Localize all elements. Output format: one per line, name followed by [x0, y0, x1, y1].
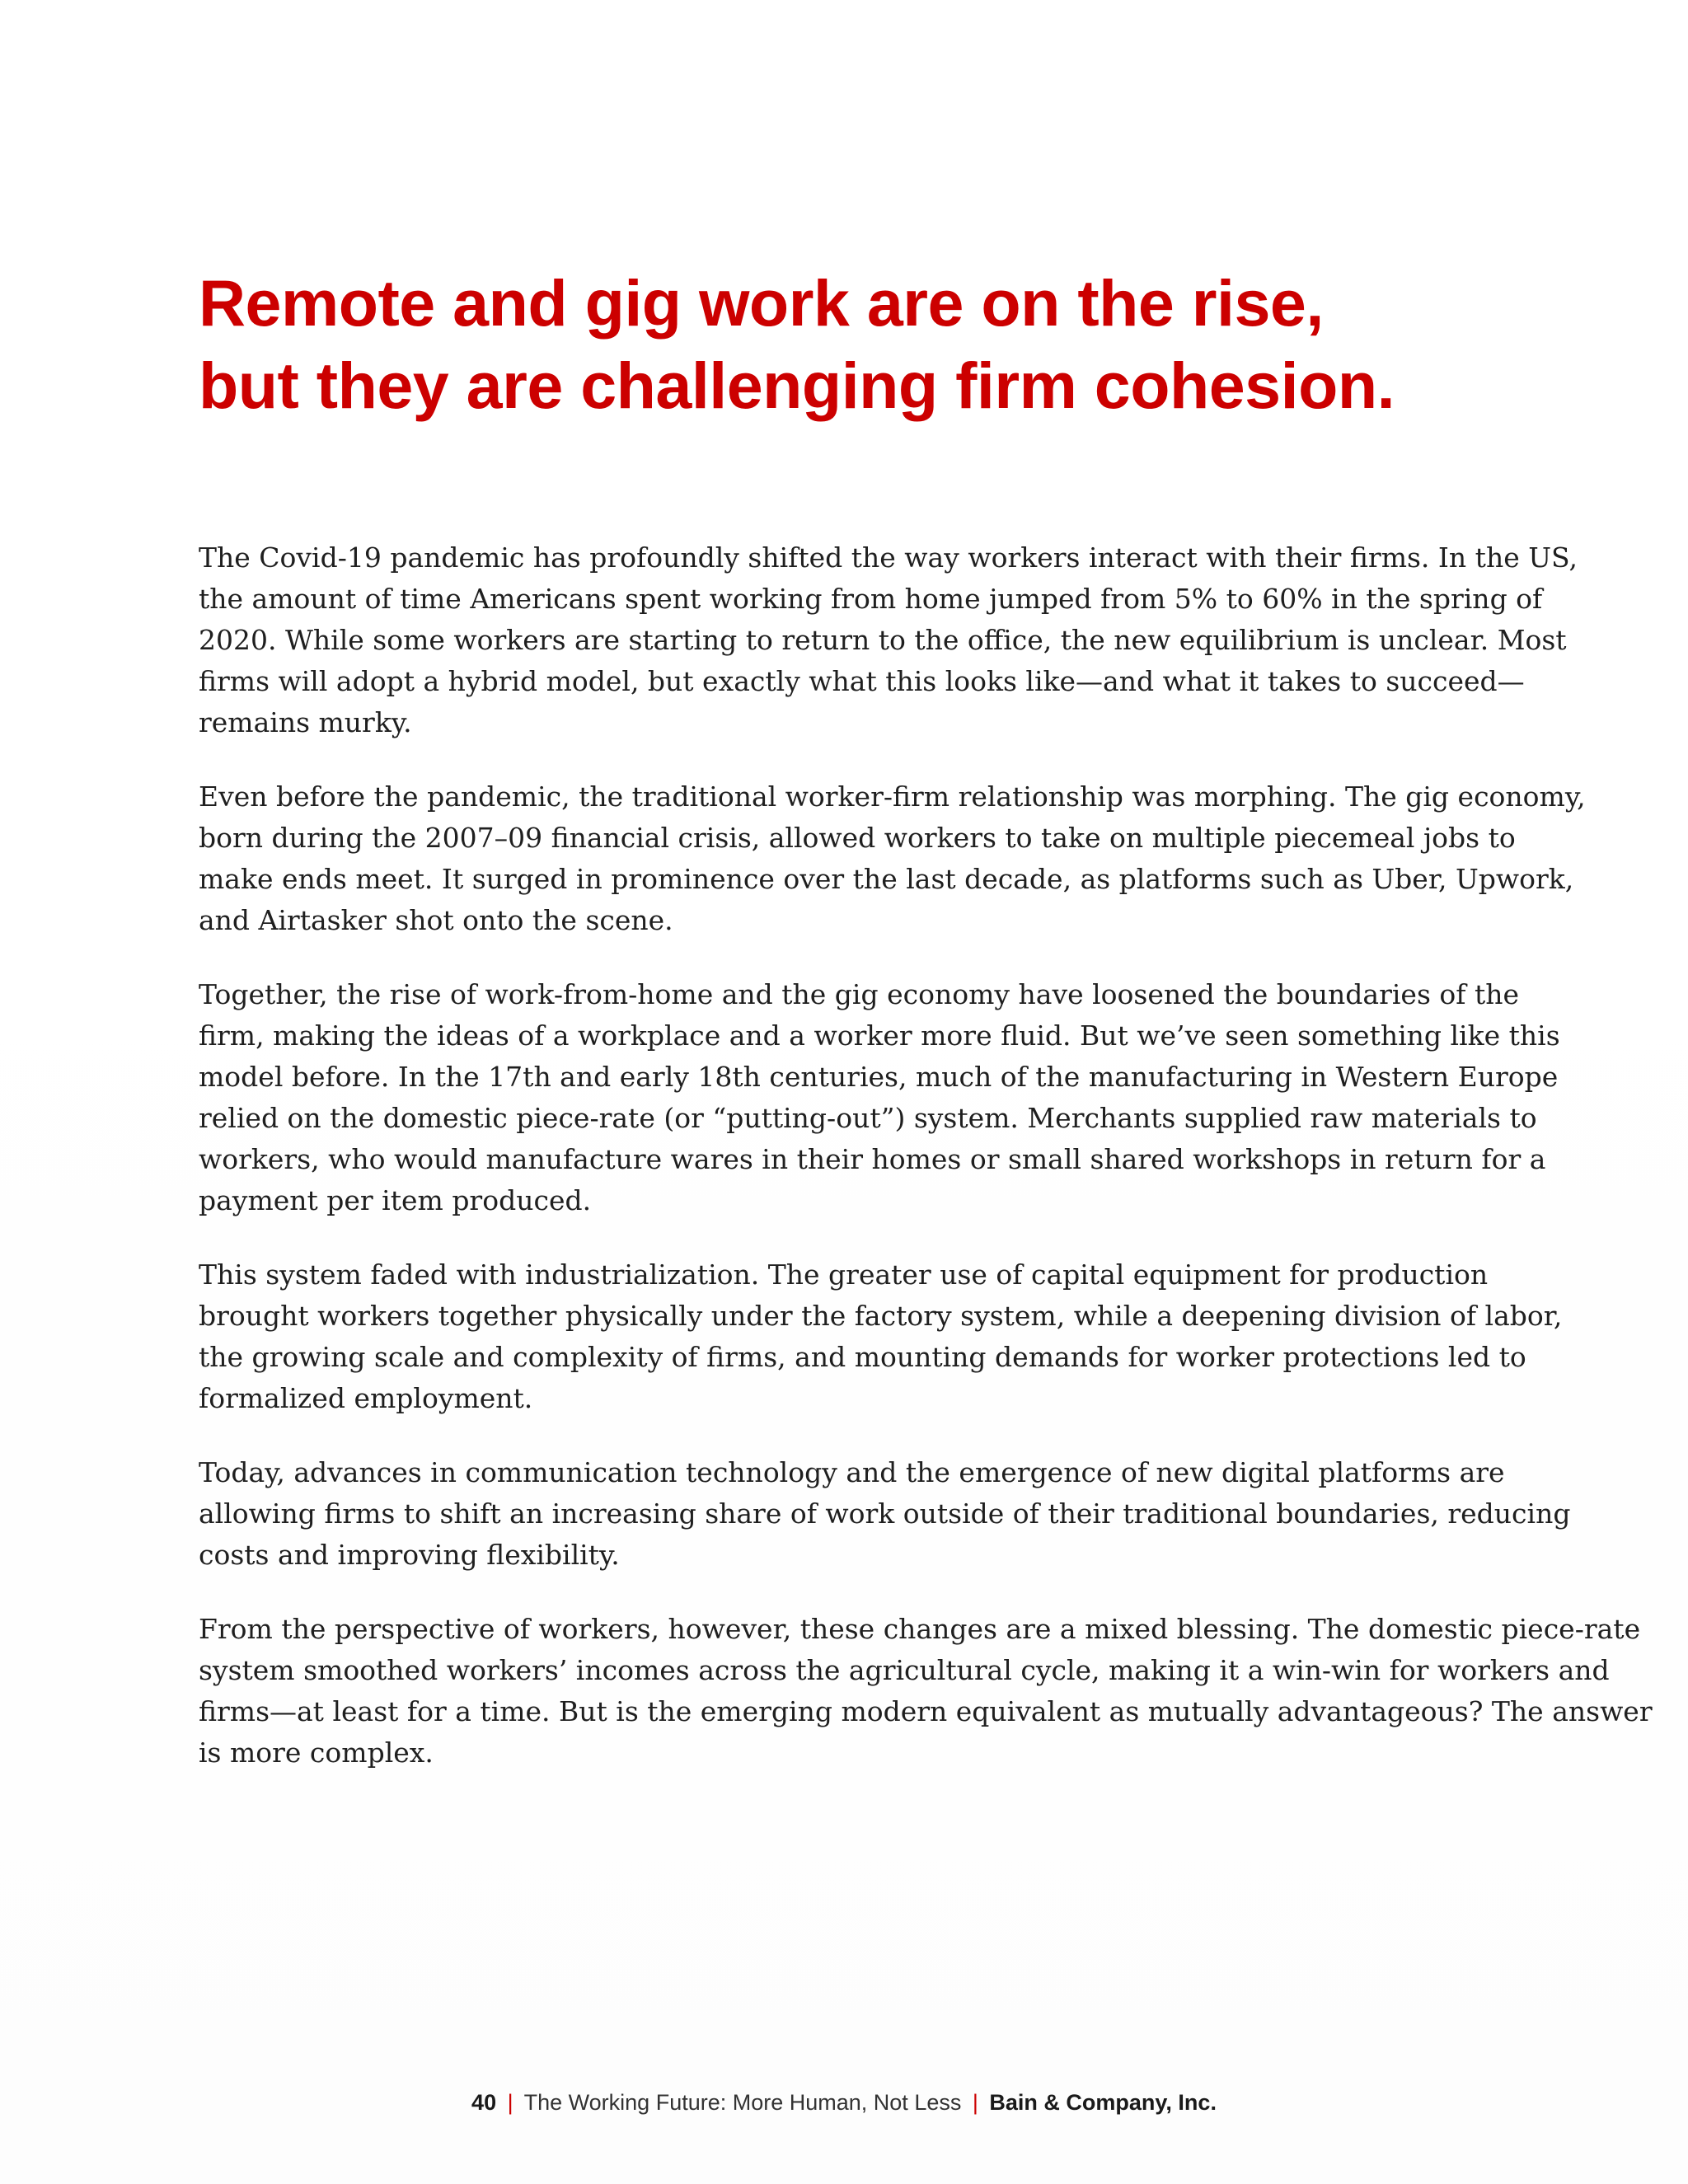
text-line: relied on the domestic piece-rate (or “putting-out”) system. Merchants supplied raw materials to — [199, 1102, 1537, 1134]
text-line: the growing scale and complexity of firms, and mounting demands for worker protections led to — [199, 1341, 1526, 1373]
heading-line-2: but they are challenging firm cohesion. — [199, 349, 1395, 422]
text-line: Today, advances in communication technology and the emergence of new digital platforms are — [199, 1456, 1505, 1488]
text-line: The Covid-19 pandemic has profoundly shifted the way workers interact with their firms. In the US, — [199, 541, 1578, 574]
text-line: payment per item produced. — [199, 1184, 592, 1216]
body-text — [199, 537, 1653, 1807]
paragraph-digital-platforms — [199, 1452, 1571, 1576]
text-line: formalized employment. — [199, 1382, 533, 1414]
company-name: Bain & Company, Inc. — [989, 2090, 1217, 2115]
text-line: 2020. While some workers are starting to return to the office, the new equilibrium is unclear. Most — [199, 624, 1567, 656]
text-line: make ends meet. It surged in prominence over the last decade, as platforms such as Uber, Upwork, — [199, 863, 1574, 895]
page-heading — [199, 262, 1559, 427]
text-line: system smoothed workers’ incomes across the agricultural cycle, making it a win-win for workers and — [199, 1654, 1610, 1686]
paragraph-industrialization — [199, 1254, 1563, 1419]
text-line: remains murky. — [199, 706, 412, 738]
text-line: workers, who would manufacture wares in their homes or small shared workshops in return for a — [199, 1143, 1546, 1175]
paragraph-covid-shift — [199, 537, 1578, 743]
footer-separator: | — [507, 2090, 513, 2115]
text-line: This system faded with industrialization. The greater use of capital equipment for production — [199, 1258, 1489, 1291]
heading-line-1: Remote and gig work are on the rise, — [199, 266, 1324, 340]
text-line: is more complex. — [199, 1736, 434, 1769]
page-footer — [0, 2090, 1688, 2116]
text-line: model before. In the 17th and early 18th centuries, much of the manufacturing in Western Europe — [199, 1061, 1559, 1093]
text-line: Even before the pandemic, the traditional worker-firm relationship was morphing. The gig economy, — [199, 780, 1586, 813]
paragraph-gig-economy — [199, 776, 1586, 941]
text-line: firms—at least for a time. But is the emerging modern equivalent as mutually advantageous? The answer — [199, 1695, 1653, 1727]
text-line: brought workers together physically under the factory system, while a deepening division of labor, — [199, 1300, 1563, 1332]
text-line: firms will adopt a hybrid model, but exactly what this looks like—and what it takes to succeed— — [199, 665, 1525, 697]
text-line: From the perspective of workers, however, these changes are a mixed blessing. The domestic piece-rate — [199, 1613, 1641, 1645]
text-line: costs and improving flexibility. — [199, 1539, 620, 1571]
footer-separator: | — [972, 2090, 978, 2115]
page-number: 40 — [471, 2090, 497, 2115]
report-title: The Working Future: More Human, Not Less — [523, 2090, 962, 2115]
text-line: allowing firms to shift an increasing share of work outside of their traditional boundaries, reducing — [199, 1497, 1571, 1530]
text-line: Together, the rise of work-from-home and the gig economy have loosened the boundaries of the — [199, 978, 1519, 1010]
paragraph-workers-perspective — [199, 1609, 1653, 1774]
text-line: and Airtasker shot onto the scene. — [199, 904, 673, 936]
text-line: firm, making the ideas of a workplace and a worker more fluid. But we’ve seen something like this — [199, 1019, 1560, 1052]
text-line: born during the 2007–09 financial crisis, allowed workers to take on multiple piecemeal jobs to — [199, 822, 1516, 854]
paragraph-putting-out-system — [199, 974, 1560, 1221]
text-line: the amount of time Americans spent working from home jumped from 5% to 60% in the spring of — [199, 583, 1543, 615]
